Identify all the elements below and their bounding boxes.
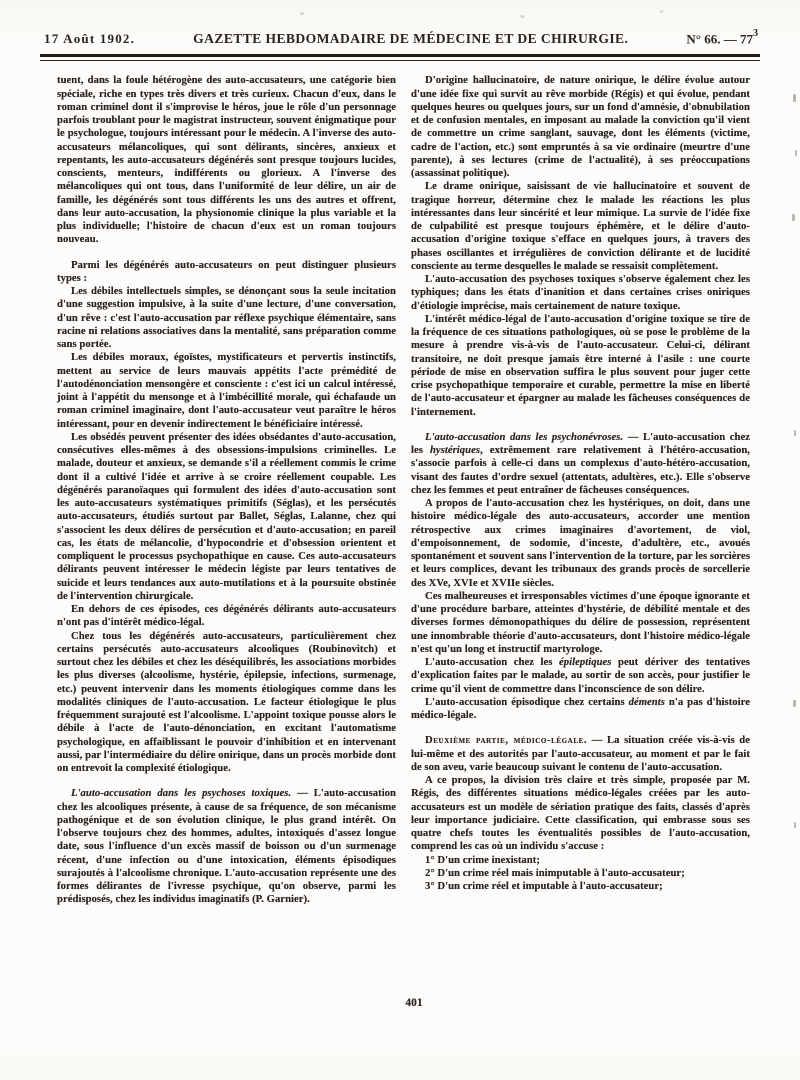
paragraph bbox=[411, 656, 750, 696]
signature-mark: 401 bbox=[405, 997, 423, 1009]
journal-title: GAZETTE HEBDOMADAIRE DE MÉDECINE ET DE CHIRURGIE. bbox=[193, 31, 629, 47]
scan-edge-artifact bbox=[793, 700, 796, 707]
issue-number: N° 66. — bbox=[686, 31, 740, 47]
page-number-sup: 3 bbox=[752, 28, 758, 39]
body-text: L'auto-accusation des psychoses toxiques s'observe également chez les typhiques; dans les états d'inanition et dans certaines crises oniriques d'étiologie imprécise, mais certainement de nature toxique. bbox=[411, 274, 750, 312]
body-text: Parmi les dégénérés auto-accusateurs on peut distinguer plusieurs types : bbox=[57, 259, 396, 284]
scan-speck bbox=[300, 12, 304, 15]
paragraph bbox=[57, 787, 396, 906]
body-text: 3° D'un crime réel et imputable à l'auto-accusateur; bbox=[425, 881, 663, 893]
paragraph bbox=[57, 603, 396, 630]
italic-text: L'auto-accusation dans les psychoses toxiques. bbox=[71, 788, 292, 800]
italic-text: hystériques bbox=[429, 445, 481, 457]
scan-edge-artifact bbox=[793, 94, 796, 102]
paragraph bbox=[57, 285, 396, 351]
issue-date: 17 Août 1902. bbox=[44, 31, 136, 47]
body-text: 1° D'un crime inexistant; bbox=[425, 854, 540, 866]
scan-speck bbox=[520, 15, 525, 18]
paragraph bbox=[411, 854, 750, 867]
paragraph bbox=[411, 497, 750, 590]
body-text: L'auto-accusation épisodique chez certains bbox=[425, 696, 629, 708]
body-text: L'intérêt médico-légal de l'auto-accusation d'origine toxique se tire de la fréquence de ces situations pathologiques, où se pose le problème de la mesure à prendre vis-à-vis de l'auto-accusateur. Celui-ci, délirant transitoire, ne doit presque jamais être interné à l'asile : une courte période de mise en observation suffira le plus souvent pour juger cette crise psychopathique temporaire et curable, permettre la mise en liberté de l'auto-accusateur et épargner au malade les fâcheuses conséquences de l'internement. bbox=[411, 313, 750, 418]
paragraph bbox=[57, 351, 396, 431]
scan-edge-artifact bbox=[794, 430, 796, 436]
body-text: — L'auto-accusation chez les bbox=[411, 431, 750, 457]
paragraph bbox=[411, 180, 750, 273]
body-text: , extrêmement rare relativement à l'hétéro-accusation, s'associe parfois à celle-ci dans un complexus d'auto-hétéro-accusation, visant des fautes d'ordre sexuel (attentats, adultères, etc.). Elle s'observe chez les femmes et peut entraîner de fâcheuses conséquences. bbox=[411, 445, 750, 496]
body-text: Les débiles moraux, égoïstes, mystificateurs et pervertis instinctifs, mettent au service de leurs mauvais appétits l'acte prémédité de l'autodénonciation mensongère et consciente : c'est ici un calcul intéressé, joint à l'appétit du mensonge et à l'imbécillité morale, qui échafaude un roman criminel imaginaire, dont l'auto-accusateur veut paraître le héros intéressant, pour en devenir indirectement le bénéficiaire intéressé. bbox=[57, 352, 396, 430]
paragraph bbox=[57, 259, 396, 286]
body-text: — L'auto-accusation chez les alcooliques présente, à cause de sa fréquence, de son mécanisme pathogénique et de son évolution clinique, le plus grand intérêt. On l'observe toujours chez des hommes, adultes, intoxiqués d'assez longue date, sous l'influence d'un excès massif de boisson ou d'un surmenage récent, d'une infection ou d'une intoxication, éléments épisodiques surajoutés à l'alcoolisme chronique. L'auto-accusation représente une des formes délirantes de l'ivresse psychique, qu'on observe, parmi les prédisposés, chez les individus imaginatifs (P. Garnier). bbox=[57, 788, 397, 906]
text-columns bbox=[0, 61, 800, 906]
paragraph bbox=[411, 880, 750, 893]
body-text: Ces malheureuses et irresponsables victimes d'une époque ignorante et d'une procédure barbare, atteintes d'hystérie, de débilité mentale et des diverses formes démonopathiques du délire de possession, représentent une innombrable théorie d'auto-accusateurs, dont l'histoire médico-légale n'est qu'un long et instructif martyrologe. bbox=[411, 590, 750, 655]
paragraph bbox=[411, 590, 750, 656]
scan-edge-artifact bbox=[795, 150, 797, 156]
right-column bbox=[411, 74, 750, 906]
body-text: Les débiles intellectuels simples, se dénonçant sous la seule incitation d'une suggestion impulsive, à la suite d'une lecture, d'une conversation, d'un rêve : c'est l'auto-accusation par réflexe psychique élémentaire, sans racine ni relations associatives dans la mentalité, sans préparation comme sans portée. bbox=[57, 286, 396, 351]
scan-edge-artifact bbox=[792, 214, 795, 221]
body-text: A ce propos, la division très claire et très simple, proposée par M. Régis, des différentes situations médico-légales créées par les auto-accusateurs est un modèle de sériation pratique des faits, classés d'après leur importance judiciaire. Cette classification, qui embrasse sous ses quatre chefs toutes les éventualités possibles de l'auto-accusation, comprend les cas où un individu s'accuse : bbox=[411, 775, 750, 853]
body-text: En dehors de ces épisodes, ces dégénérés délirants auto-accusateurs n'ont pas d'intérêt médico-légal. bbox=[57, 604, 396, 629]
paragraph bbox=[411, 774, 750, 854]
left-column bbox=[57, 74, 396, 906]
body-text: n'a pas d'histoire médico-légale. bbox=[411, 696, 750, 722]
body-text: Chez tous les dégénérés auto-accusateurs, particulièrement chez certains persécutés auto-accusateurs alcooliques (Roubinovitch) et surtout chez les débiles et chez les déséquilibrés, les associations morbides les plus diverses (alcoolisme, hystérie, épilepsie, infections, surmenage, etc.) peuvent intervenir dans les moments étiologiques comme dans les modalités cliniques de l'auto-accusation. Le facteur étiologique le plus fréquemment surajouté est l'alcoolisme. L'appoint toxique pousse alors le débile à l'acte de l'auto-dénonciation, en excitant l'automatisme psychologique, en affaiblissant le pouvoir d'inhibition et en intervenant aussi, par l'intermédiaire du délire onirique, dans un procès morbide dont on entrevoit la complexité étiologique. bbox=[57, 630, 396, 775]
paragraph bbox=[411, 313, 750, 419]
paragraph bbox=[57, 630, 396, 776]
paragraph bbox=[57, 74, 396, 246]
paragraph bbox=[411, 431, 750, 497]
italic-text: L'auto-accusation dans les psychonévroses. bbox=[425, 431, 624, 443]
body-text: A propos de l'auto-accusation chez les hystériques, on doit, dans une histoire médico-légale des auto-accusateurs, accorder une mention rétrospective aux crimes imaginaires d'avortement, de viol, d'empoisonnement, de sodomie, d'inceste, d'adultère, etc., avoués spontanément et souvent sans l'intervention de la torture, par les sorcières et leurs complices, devant les tribunaux des grands procès de sorcellerie des XVe, XVIe et XVIIe siècles. bbox=[411, 498, 750, 589]
paragraph bbox=[411, 74, 750, 180]
masthead-double-rule bbox=[40, 54, 760, 61]
body-text: Le drame onirique, saisissant de vie hallucinatoire et souvent de tragique horreur, détermine chez le malade les réactions les plus intéressantes dans leur sincérité et leur mimique. La survie de l'idée fixe de culpabilité est presque toujours éphémère, et le délire d'auto-accusation d'origine toxique s'efface en quelques jours, à travers des phases oscillantes et irrégulières de conviction délirante et de lucidité consciente au terme desquelles le malade se ressaisit complètement. bbox=[411, 181, 750, 272]
paragraph bbox=[57, 431, 396, 603]
italic-text: déments bbox=[628, 696, 665, 708]
body-text: peut dériver des tentatives d'explication faites par le malade, au sortir de son accès, pour justifier le crime qu'il vient de commettre dans l'inconscience de son délire. bbox=[411, 657, 750, 695]
scan-edge-artifact bbox=[794, 822, 796, 828]
body-text: D'origine hallucinatoire, de nature onirique, le délire évolue autour d'une idée fixe qui survit au rêve morbide (Régis) et qui évolue, pendant quelques heures ou quelques jours, sur un fond d'amnésie, d'obnubilation et de confusion mentales, en imposant au malade la conviction qu'il vient de commettre un crime sanglant, sauvage, dont les éléments (victime, cadre de l'action, etc.) sont empruntés à sa vie ordinaire (meurtre d'une parente), à ses lectures (crime de l'actualité), à ses préoccupations (assassinat politique). bbox=[411, 75, 750, 180]
body-text: — La situation créée vis-à-vis de lui-même et des autorités par l'auto-accusateur, au moment et par le fait de son aveu, varie beaucoup suivant le contenu de l'auto-accusation. bbox=[411, 735, 750, 773]
paragraph bbox=[411, 273, 750, 313]
page-number: 77 bbox=[739, 31, 753, 47]
body-text: Les obsédés peuvent présenter des idées obsédantes d'auto-accusation, consécutives elles-mêmes à des obsessions-impulsions criminelles. Le malade, douteur et anxieux, se demande s'il a réellement commis le crime dont il a cultivé l'idée et arrive à se croire réellement coupable. Les dégénérés paranoïaques qui formulent des idées d'auto-accusation sont les auto-accusateurs systématiques primitifs (Séglas), et les persécutés auto-accusateurs, étudiés surtout par Ballet, Séglas, Lalanne, chez qui s'associent les deux délires de persécution et d'auto-accusation; en pareil cas, les états de mélancolie, d'hypocondrie et d'obsession orientent et compliquent le processus psychopathique en cause. Ces auto-accusateurs délirants peuvent intéresser le médecin légiste par leurs tentatives de suicide et leurs tendances aux auto-mutilations et à la poursuite obstinée de l'intervention chirurgicale. bbox=[57, 431, 396, 602]
masthead bbox=[0, 0, 800, 47]
paragraph bbox=[411, 696, 750, 723]
paragraph bbox=[411, 867, 750, 880]
body-text: L'auto-accusation chez les bbox=[425, 657, 559, 669]
scan-speck bbox=[660, 10, 663, 13]
italic-text: épileptiques bbox=[558, 657, 612, 669]
issue-page-number bbox=[686, 30, 758, 47]
body-text: tuent, dans la foule hétérogène des auto-accusateurs, une catégorie bien spéciale, riche en types très divers et très curieux. Chacun d'eux, dans le roman criminel dont il s'improvise le héros, joue le rôle d'un personnage parfois troublant pour le magistrat instructeur, souvent énigmatique pour le psychologue, toujours intéressant pour le médecin. A l'inverse des auto-accusateurs mélancoliques, qui sont délirants, sincères, anxieux et repentants, les auto-accusateurs dégénérés sont presque toujours lucides, conscients, menteurs, indifférents ou glorieux. A l'inverse des mélancoliques qui ont tous, dans l'uniformité de leur délire, un air de famille, les dégénérés sont tous différents les uns des autres et offrent, dans leur auto-accusation, la physionomie clinique la plus variable et la plus individuelle; l'histoire de chacun d'eux est un roman toujours nouveau. bbox=[57, 75, 396, 246]
paragraph bbox=[411, 734, 750, 774]
smallcaps-heading: Deuxième partie, médico-légale. bbox=[425, 735, 588, 747]
body-text: 2° D'un crime réel mais inimputable à l'auto-accusateur; bbox=[425, 867, 685, 879]
